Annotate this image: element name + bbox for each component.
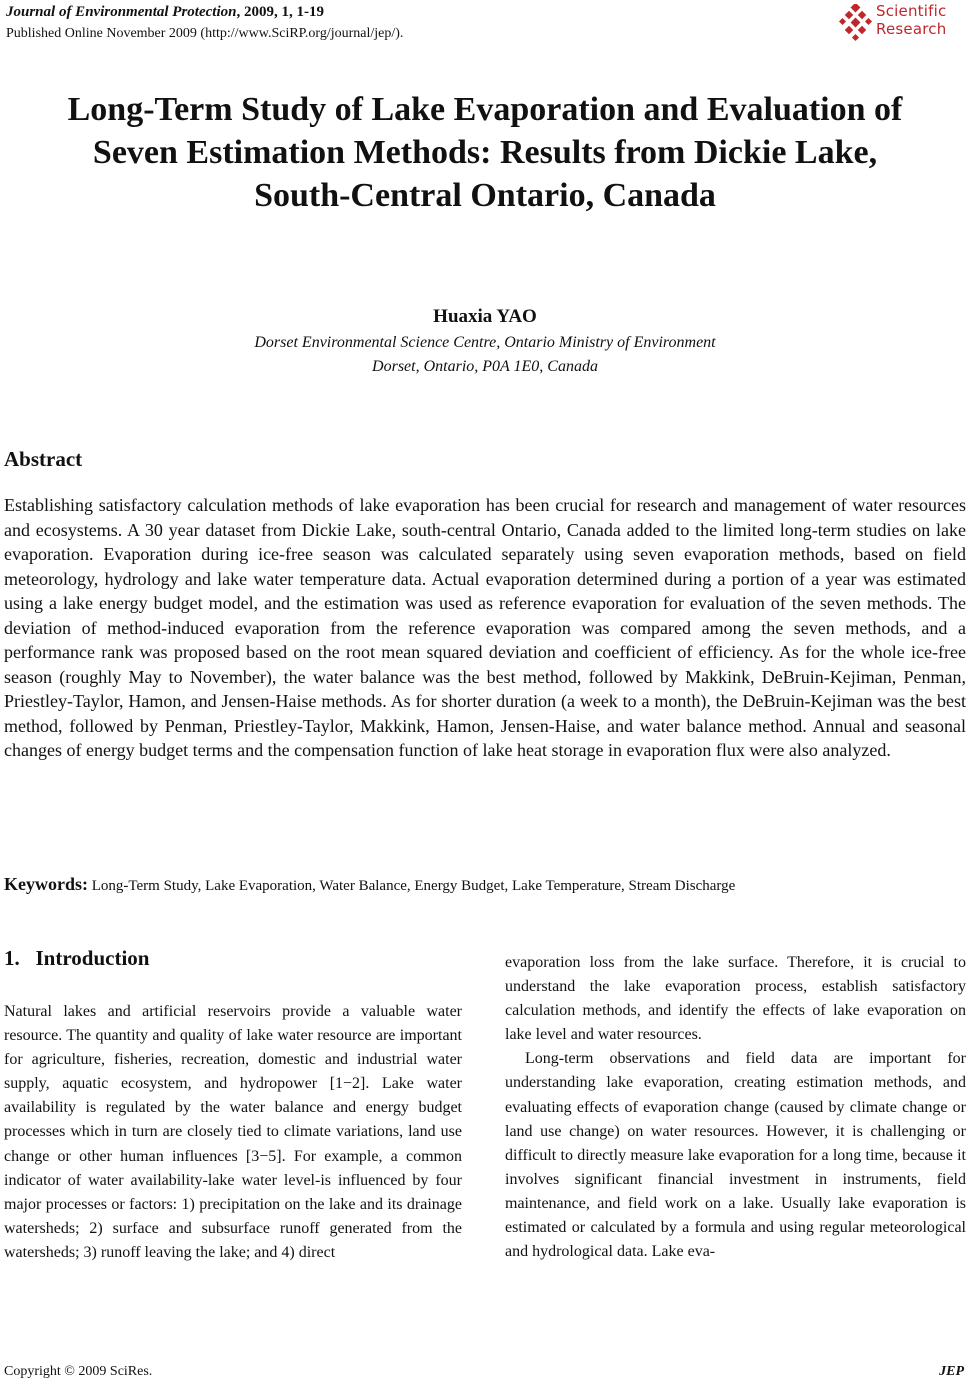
publisher-logo [838,2,964,44]
keywords-list: Long-Term Study, Lake Evaporation, Water Balance, Energy Budget, Lake Temperature, Stream Discharge [88,878,736,894]
intro-paragraph-1-cont: evaporation loss from the lake surface. Therefore, it is crucial to understand the lake evaporation process, establish satisfactory calculation methods, and identify the effects of lake evaporation on lake level and water resources. [505,954,966,1044]
journal-citation [6,4,324,21]
logo-text [876,2,946,38]
logo-line-2: Research [876,20,947,38]
title-line-2: Seven Estimation Methods: Results from Dickie Lake, [92,134,878,171]
affiliation-line-1: Dorset Environmental Science Centre, Ontario Ministry of Environment [254,334,716,351]
paper-title [0,88,970,217]
intro-paragraph-2: Long-term observations and field data are important for understanding lake evaporation, creating estimation methods, and evaluating effects of evaporation change (caused by climate change or land use change) on water resources. However, it is challenging or difficult to directly measure lake evaporation for a long time, because it involves significant financial investment in instruments, field maintenance, and field work on a lake. Usually lake evaporation is estimated or calculated by a formula and using regular meteorological and hydrological data. Lake eva- [505,1050,966,1261]
published-line: Published Online November 2009 (http://www.SciRP.org/journal/jep/). [6,26,404,41]
journal-abbreviation: JEP [939,1364,964,1379]
keywords-label: Keywords: [4,874,88,894]
abstract-body: Establishing satisfactory calculation methods of lake evaporation has been crucial for research and management of water resources and ecosystems. A 30 year dataset from Dickie Lake, south-central Ontario, Canada added to the limited long-term studies on lake evaporation. Evaporation during ice-free season was calculated separately using seven evaporation methods, based on field meteorology, hydrology and lake water temperature data. Actual evaporation determined during a portion of a year was estimated using a lake energy budget model, and the estimation was used as reference evaporation for evaluation of the seven methods. The deviation of method-induced evaporation from the reference evaporation was compared among the seven methods, and a performance rank was proposed based on the root mean squared deviation and coefficient of efficiency. As for the whole ice-free season (roughly May to November), the water balance was the best method, followed by Makkink, DeBruin-Kejiman, Penman, Priestley-Taylor, Hamon, and Jensen-Haise methods. As for shorter duration (a week to a month), the DeBruin-Kejiman was the best method, followed by Penman, Priestley-Taylor, Makkink, Hamon, Jensen-Haise, and water balance method. Annual and seasonal changes of energy budget terms and the compensation function of lake heat storage in evaporation flux were also analyzed. [4,495,966,760]
copyright-notice: Copyright © 2009 SciRes. [4,1364,153,1379]
author-name: Huaxia YAO [433,306,537,327]
journal-name: Journal of Environmental Protection [6,4,237,20]
keywords [4,874,735,895]
logo-line-1: Scientific [876,2,947,20]
title-line-1: Long-Term Study of Lake Evaporation and Evaluation of [67,91,903,128]
intro-left-column [4,1000,462,1265]
abstract-heading: Abstract [4,447,83,471]
scientific-research-logo-icon [838,4,874,44]
journal-issue: , 2009, 1, 1-19 [236,4,324,20]
title-line-3: South-Central Ontario, Canada [254,177,716,214]
affiliation-line-2: Dorset, Ontario, P0A 1E0, Canada [372,358,598,375]
author-affiliation [0,331,970,379]
intro-right-column [505,951,966,1264]
section-heading-introduction: 1. Introduction [4,946,150,970]
intro-paragraph-1: Natural lakes and artificial reservoirs provide a valuable water resource. The quantity and quality of lake water resource are important for agriculture, fisheries, recreation, domestic and industrial water supply, aquatic ecosystem, and hydropower [1−2]. Lake water availability is regulated by the water balance and energy budget processes which in turn are closely tied to climate variations, land use change or other human influences [3−5]. For example, a common indicator of water availability-lake water level-is influenced by four major processes or factors: 1) precipitation on the lake and its drainage watersheds; 2) surface and subsurface runoff generated from the watersheds; 3) runoff leaving the lake; and 4) direct [4,1003,462,1261]
